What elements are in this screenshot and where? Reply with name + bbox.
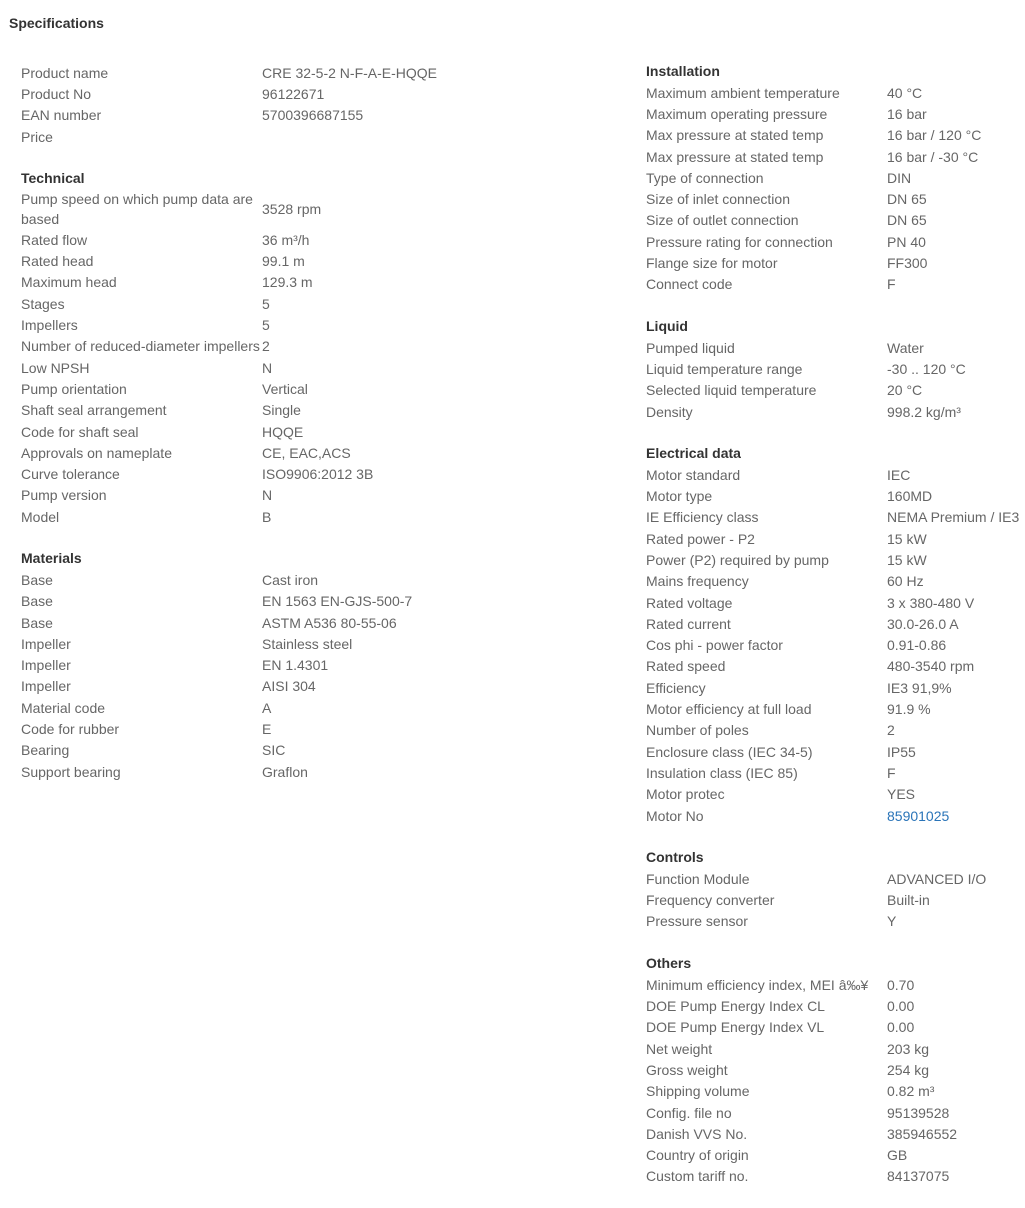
spec-row [646, 210, 1025, 231]
spec-value: HQQE [262, 423, 304, 440]
spec-label: Number of reduced-diameter impellers [21, 338, 260, 355]
spec-row [646, 698, 1025, 719]
section-general [21, 62, 581, 147]
spec-label: Config. file no [646, 1104, 732, 1121]
spec-row [21, 314, 581, 335]
spec-label: Rated flow [21, 231, 88, 248]
spec-label: Flange size for motor [646, 255, 778, 272]
spec-row [646, 592, 1025, 613]
spec-label: Material code [21, 699, 106, 716]
spec-row [21, 357, 581, 378]
section-liquid [646, 316, 1025, 422]
spec-label: Impeller [21, 635, 71, 652]
spec-row [646, 1166, 1025, 1187]
spec-value: ISO9906:2012 3B [262, 466, 374, 483]
spec-row [646, 146, 1025, 167]
spec-value: 5700396687155 [262, 107, 364, 124]
spec-value: 0.82 m³ [887, 1083, 935, 1100]
spec-row [646, 1123, 1025, 1144]
spec-value: Vertical [262, 380, 308, 397]
spec-value: 5 [262, 295, 270, 312]
spec-label: Liquid temperature range [646, 360, 803, 377]
spec-row [646, 1144, 1025, 1165]
spec-row [21, 272, 581, 293]
spec-label: Mains frequency [646, 573, 749, 590]
section-controls [646, 847, 1025, 932]
spec-label: Rated speed [646, 658, 726, 675]
spec-label: Motor type [646, 488, 713, 505]
section-title: Installation [646, 63, 720, 79]
spec-value: DN 65 [887, 212, 927, 229]
spec-label: Pressure rating for connection [646, 233, 833, 250]
page-title: Specifications [9, 15, 104, 31]
spec-value: CE, EAC,ACS [262, 444, 351, 461]
spec-value: SIC [262, 742, 286, 759]
spec-label: Motor standard [646, 466, 741, 483]
spec-label: Max pressure at stated temp [646, 127, 824, 144]
spec-value: Water [887, 339, 924, 356]
spec-value: 91.9 % [887, 701, 931, 718]
spec-row [21, 400, 581, 421]
spec-value: IEC [887, 466, 911, 483]
spec-label: Impeller [21, 657, 71, 674]
spec-row [646, 528, 1025, 549]
spec-label: Approvals on nameplate [21, 444, 172, 461]
spec-row [646, 549, 1025, 570]
spec-value: F [887, 764, 896, 781]
spec-value: 16 bar [887, 105, 927, 122]
spec-label: Shaft seal arrangement [21, 402, 167, 419]
spec-value: CRE 32-5-2 N-F-A-E-HQQE [262, 64, 438, 81]
spec-label: Stages [21, 295, 65, 312]
spec-row [646, 1038, 1025, 1059]
spec-value: AISI 304 [262, 678, 316, 695]
spec-value: Stainless steel [262, 635, 353, 652]
spec-row [646, 125, 1025, 146]
spec-label: Size of inlet connection [646, 191, 790, 208]
spec-value: 16 bar / 120 °C [887, 127, 982, 144]
spec-value: 2 [262, 338, 270, 355]
spec-row [21, 718, 581, 739]
section-title: Electrical data [646, 445, 741, 462]
spec-row [21, 676, 581, 697]
spec-row [646, 358, 1025, 379]
spec-label: Motor efficiency at full load [646, 701, 812, 718]
spec-value: Graflon [262, 763, 308, 780]
spec-label: Power (P2) required by pump [646, 551, 829, 568]
spec-value: Single [262, 402, 301, 419]
spec-label: Pump speed on which pump data are based [21, 191, 253, 228]
spec-value: EN 1.4301 [262, 657, 329, 674]
spec-row [646, 274, 1025, 295]
spec-value: IE3 91,9% [887, 679, 952, 696]
spec-row [21, 591, 581, 612]
section-title: Controls [646, 849, 704, 866]
section-materials [21, 548, 581, 782]
spec-label: Code for shaft seal [21, 423, 139, 440]
spec-value: 0.00 [887, 1019, 915, 1036]
spec-label: Base [21, 593, 53, 610]
spec-value: 998.2 kg/m³ [887, 403, 961, 420]
spec-label: Rated current [646, 615, 731, 632]
spec-label: Frequency converter [646, 892, 775, 909]
spec-value: 99.1 m [262, 253, 305, 270]
spec-label: Maximum ambient temperature [646, 84, 840, 101]
spec-value: 0.70 [887, 976, 915, 993]
spec-row [21, 250, 581, 271]
spec-label: Product No [21, 85, 92, 102]
spec-row [21, 105, 581, 126]
spec-value: 480-3540 rpm [887, 658, 975, 675]
spec-value: YES [887, 786, 916, 803]
spec-label: Base [21, 571, 53, 588]
spec-value: 0.00 [887, 998, 915, 1015]
spec-value: 160MD [887, 488, 933, 505]
spec-value: 95139528 [887, 1104, 950, 1121]
spec-value: EN 1563 EN-GJS-500-7 [262, 593, 413, 610]
spec-row [21, 485, 581, 506]
spec-row [646, 485, 1025, 506]
spec-value: 254 kg [887, 1061, 930, 1078]
spec-row [21, 697, 581, 718]
spec-label: DOE Pump Energy Index CL [646, 998, 825, 1015]
spec-row [646, 784, 1025, 805]
spec-value: 385946552 [887, 1125, 958, 1142]
spec-label: Price [21, 128, 53, 145]
spec-value: ASTM A536 80-55-06 [262, 614, 397, 631]
spec-row [646, 762, 1025, 783]
spec-row [646, 635, 1025, 656]
spec-label: Impellers [21, 317, 78, 334]
spec-row [646, 167, 1025, 188]
spec-row [21, 569, 581, 590]
section-others [646, 953, 1025, 1187]
spec-label: Product name [21, 64, 109, 81]
spec-label: Shipping volume [646, 1083, 750, 1100]
spec-row [21, 83, 581, 104]
spec-label: DOE Pump Energy Index VL [646, 1019, 825, 1036]
spec-label: Motor No [646, 807, 704, 824]
spec-row [21, 293, 581, 314]
spec-row [646, 995, 1025, 1016]
spec-row [646, 571, 1025, 592]
spec-label: Support bearing [21, 763, 121, 780]
spec-row [21, 336, 581, 357]
spec-value: DN 65 [887, 191, 927, 208]
spec-label: Minimum efficiency index, MEI â‰¥ [646, 976, 869, 993]
spec-row [21, 229, 581, 250]
spec-label: Gross weight [646, 1061, 728, 1078]
spec-label: Type of connection [646, 169, 764, 186]
spec-row [646, 188, 1025, 209]
spec-row [646, 231, 1025, 252]
spec-label: Custom tariff no. [646, 1168, 749, 1185]
spec-row [646, 252, 1025, 273]
spec-value: 84137075 [887, 1168, 950, 1185]
spec-row [646, 656, 1025, 677]
spec-label: Pump version [21, 487, 107, 504]
spec-row [646, 1059, 1025, 1080]
spec-label: Connect code [646, 276, 733, 293]
spec-label: Number of poles [646, 722, 749, 739]
spec-value: E [262, 721, 272, 738]
spec-label: Base [21, 614, 53, 631]
spec-label: Model [21, 508, 60, 525]
spec-row [646, 1081, 1025, 1102]
spec-label: Function Module [646, 870, 750, 887]
spec-value: Y [887, 913, 897, 930]
spec-row [646, 1102, 1025, 1123]
spec-row [646, 380, 1025, 401]
spec-value: A [262, 699, 272, 716]
spec-value: 40 °C [887, 84, 923, 101]
spec-label: Pressure sensor [646, 913, 748, 930]
spec-row [21, 442, 581, 463]
spec-row [646, 868, 1025, 889]
spec-value: F [887, 276, 896, 293]
spec-value: N [262, 359, 273, 376]
spec-label: Insulation class (IEC 85) [646, 764, 798, 781]
left-column [21, 62, 581, 803]
section-title: Technical [21, 170, 85, 187]
spec-value: N [262, 487, 273, 504]
spec-row [646, 677, 1025, 698]
spec-value: 15 kW [887, 551, 927, 568]
spec-value: 96122671 [262, 85, 325, 102]
spec-label: Cos phi - power factor [646, 637, 783, 654]
spec-label: Max pressure at stated temp [646, 148, 824, 165]
spec-value: 5 [262, 317, 270, 334]
spec-row [21, 421, 581, 442]
spec-value: 0.91-0.86 [887, 637, 947, 654]
spec-label: Impeller [21, 678, 71, 695]
spec-row [646, 613, 1025, 634]
spec-value: 16 bar / -30 °C [887, 148, 979, 165]
spec-row [21, 378, 581, 399]
spec-value: 30.0-26.0 A [887, 615, 959, 632]
spec-label: Bearing [21, 742, 70, 759]
spec-value: Built-in [887, 892, 930, 909]
section-electrical-data [646, 443, 1025, 826]
spec-row [646, 805, 1025, 826]
spec-value: 36 m³/h [262, 231, 310, 248]
spec-row [21, 740, 581, 761]
spec-value: Cast iron [262, 571, 319, 588]
spec-row [646, 1017, 1025, 1038]
spec-label: Danish VVS No. [646, 1125, 748, 1142]
spec-label: Maximum operating pressure [646, 105, 828, 122]
spec-row [21, 62, 581, 83]
spec-label: Maximum head [21, 274, 117, 291]
spec-row [646, 507, 1025, 528]
spec-value: 203 kg [887, 1040, 930, 1057]
spec-value: PN 40 [887, 233, 926, 250]
spec-row [646, 464, 1025, 485]
section-title: Liquid [646, 317, 688, 334]
spec-row [646, 911, 1025, 932]
spec-value: ADVANCED I/O [887, 870, 987, 887]
spec-value: FF300 [887, 255, 928, 272]
spec-value: IP55 [887, 743, 916, 760]
spec-value: 3528 rpm [262, 201, 322, 218]
spec-row [646, 741, 1025, 762]
section-installation [646, 61, 1025, 295]
spec-label: Size of outlet connection [646, 212, 799, 229]
spec-row [646, 720, 1025, 741]
spec-row [21, 126, 581, 147]
spec-label: Density [646, 403, 693, 420]
spec-value: B [262, 508, 272, 525]
right-column [646, 61, 1025, 1208]
spec-label: Selected liquid temperature [646, 382, 817, 399]
spec-value: -30 .. 120 °C [887, 360, 966, 377]
spec-label: Pump orientation [21, 380, 127, 397]
section-title: Others [646, 955, 692, 972]
spec-label: Rated head [21, 253, 94, 270]
spec-value-link[interactable]: 85901025 [887, 807, 950, 824]
spec-row [21, 612, 581, 633]
spec-value: GB [887, 1147, 908, 1164]
spec-label: Pumped liquid [646, 339, 735, 356]
spec-row [646, 890, 1025, 911]
spec-label: Curve tolerance [21, 466, 120, 483]
spec-row [21, 633, 581, 654]
spec-row [646, 401, 1025, 422]
spec-label: Efficiency [646, 679, 706, 696]
spec-row [646, 82, 1025, 103]
spec-label: Motor protec [646, 786, 725, 803]
spec-label: Country of origin [646, 1147, 749, 1164]
spec-value: 3 x 380-480 V [887, 594, 975, 611]
spec-label: Low NPSH [21, 359, 90, 376]
spec-row [21, 463, 581, 484]
spec-value: NEMA Premium / IE3 [887, 509, 1020, 526]
spec-value: 60 Hz [887, 573, 924, 590]
spec-row [646, 974, 1025, 995]
spec-label: Rated voltage [646, 594, 733, 611]
spec-label: Code for rubber [21, 721, 120, 738]
spec-label: EAN number [21, 107, 102, 124]
spec-label: Enclosure class (IEC 34-5) [646, 743, 813, 760]
section-technical [21, 168, 581, 527]
spec-row [21, 655, 581, 676]
spec-value: 20 °C [887, 382, 923, 399]
spec-label: IE Efficiency class [646, 509, 759, 526]
spec-row [646, 337, 1025, 358]
spec-label: Net weight [646, 1040, 713, 1057]
spec-row [21, 189, 581, 229]
section-title: Materials [21, 550, 82, 567]
spec-value: 129.3 m [262, 274, 313, 291]
spec-row [21, 506, 581, 527]
spec-row [646, 103, 1025, 124]
spec-value: 15 kW [887, 530, 927, 547]
spec-value: 2 [887, 722, 895, 739]
spec-row [21, 761, 581, 782]
spec-value: DIN [887, 169, 912, 186]
spec-label: Rated power - P2 [646, 530, 755, 547]
